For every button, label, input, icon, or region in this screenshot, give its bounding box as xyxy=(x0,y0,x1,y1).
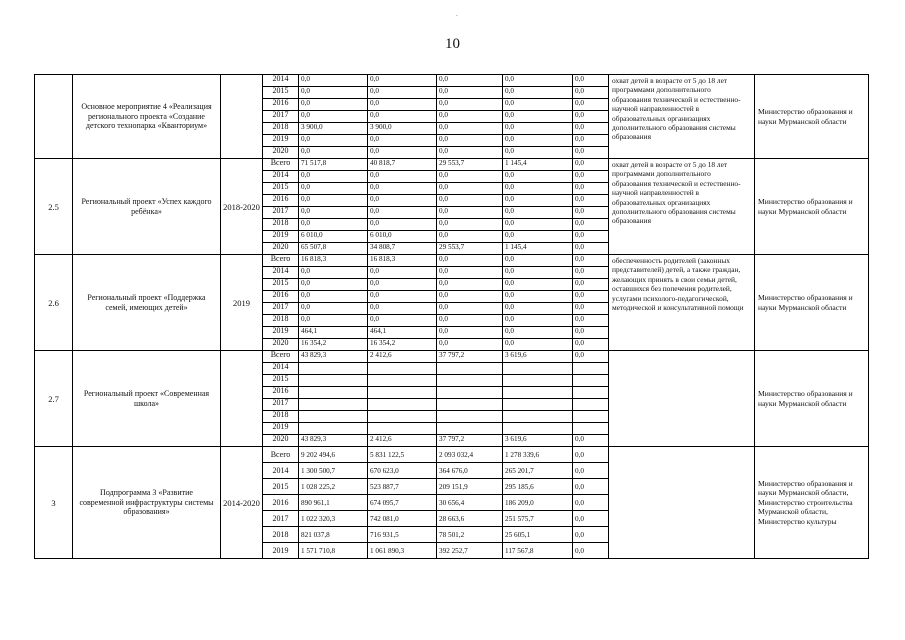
amount-cell xyxy=(368,399,437,411)
amount-cell: 821 037,8 xyxy=(299,527,368,543)
amount-cell: 0,0 xyxy=(299,75,368,87)
year-cell: Всего xyxy=(263,447,299,463)
amount-cell: 0,0 xyxy=(503,195,573,207)
item-number: 2.5 xyxy=(35,159,73,255)
table-row xyxy=(35,255,869,267)
amount-cell: 43 829,3 xyxy=(299,351,368,363)
item-number: 2.7 xyxy=(35,351,73,447)
amount-cell: 0,0 xyxy=(437,279,503,291)
year-cell: 2019 xyxy=(263,231,299,243)
amount-cell xyxy=(299,399,368,411)
amount-cell xyxy=(437,411,503,423)
amount-cell: 0,0 xyxy=(503,99,573,111)
amount-cell: 209 151,9 xyxy=(437,479,503,495)
year-cell: 2018 xyxy=(263,411,299,423)
year-cell: 2018 xyxy=(263,123,299,135)
amount-cell: 71 517,8 xyxy=(299,159,368,171)
ministry-cell: Министерство образования и науки Мурманской области xyxy=(755,159,869,255)
amount-cell: 716 931,5 xyxy=(368,527,437,543)
item-number: 3 xyxy=(35,447,73,559)
year-cell: Всего xyxy=(263,255,299,267)
amount-cell: 0,0 xyxy=(573,291,609,303)
amount-cell: 0,0 xyxy=(503,231,573,243)
year-cell: 2016 xyxy=(263,495,299,511)
amount-cell: 0,0 xyxy=(503,171,573,183)
amount-cell: 0,0 xyxy=(573,243,609,255)
amount-cell xyxy=(503,411,573,423)
ministry-cell: Министерство образования и науки Мурманской области, Министерство строительства Мурманской области, Министерство культуры xyxy=(755,447,869,559)
year-cell: Всего xyxy=(263,351,299,363)
amount-cell: 0,0 xyxy=(437,315,503,327)
amount-cell: 0,0 xyxy=(368,75,437,87)
amount-cell: 0,0 xyxy=(437,87,503,99)
item-period xyxy=(221,75,263,159)
indicator-cell xyxy=(609,351,755,447)
amount-cell: 6 010,0 xyxy=(299,231,368,243)
ministry-cell: Министерство образования и науки Мурманской области xyxy=(755,255,869,351)
amount-cell: 16 818,3 xyxy=(368,255,437,267)
amount-cell xyxy=(573,375,609,387)
year-cell: 2019 xyxy=(263,327,299,339)
amount-cell: 0,0 xyxy=(573,183,609,195)
year-cell: 2018 xyxy=(263,219,299,231)
amount-cell: 0,0 xyxy=(299,303,368,315)
amount-cell: 0,0 xyxy=(573,527,609,543)
amount-cell: 0,0 xyxy=(573,111,609,123)
amount-cell: 0,0 xyxy=(368,219,437,231)
amount-cell: 0,0 xyxy=(573,255,609,267)
amount-cell: 0,0 xyxy=(573,303,609,315)
amount-cell: 30 656,4 xyxy=(437,495,503,511)
amount-cell xyxy=(368,423,437,435)
amount-cell: 295 185,6 xyxy=(503,479,573,495)
amount-cell: 0,0 xyxy=(437,219,503,231)
amount-cell: 2 093 032,4 xyxy=(437,447,503,463)
amount-cell: 0,0 xyxy=(299,195,368,207)
page-number: 10 xyxy=(445,36,460,52)
amount-cell xyxy=(437,399,503,411)
amount-cell: 0,0 xyxy=(437,303,503,315)
year-cell: 2017 xyxy=(263,111,299,123)
amount-cell: 0,0 xyxy=(368,195,437,207)
year-cell: 2020 xyxy=(263,435,299,447)
amount-cell: 0,0 xyxy=(503,183,573,195)
amount-cell: 1 278 339,6 xyxy=(503,447,573,463)
amount-cell: 670 623,0 xyxy=(368,463,437,479)
amount-cell: 0,0 xyxy=(368,183,437,195)
amount-cell xyxy=(299,387,368,399)
amount-cell: 1 028 225,2 xyxy=(299,479,368,495)
amount-cell xyxy=(368,387,437,399)
amount-cell: 0,0 xyxy=(299,171,368,183)
amount-cell xyxy=(437,423,503,435)
amount-cell: 0,0 xyxy=(437,183,503,195)
amount-cell: 0,0 xyxy=(503,87,573,99)
amount-cell xyxy=(503,423,573,435)
amount-cell: 0,0 xyxy=(368,99,437,111)
year-cell: 2015 xyxy=(263,479,299,495)
table-row xyxy=(35,75,869,87)
year-cell: 2020 xyxy=(263,243,299,255)
amount-cell: 37 797,2 xyxy=(437,435,503,447)
amount-cell: 0,0 xyxy=(299,267,368,279)
amount-cell: 0,0 xyxy=(299,279,368,291)
amount-cell xyxy=(368,375,437,387)
year-cell: 2016 xyxy=(263,99,299,111)
amount-cell: 0,0 xyxy=(437,111,503,123)
amount-cell: 0,0 xyxy=(503,267,573,279)
amount-cell: 0,0 xyxy=(437,171,503,183)
amount-cell: 674 095,7 xyxy=(368,495,437,511)
amount-cell xyxy=(573,399,609,411)
amount-cell: 0,0 xyxy=(573,231,609,243)
amount-cell: 0,0 xyxy=(573,479,609,495)
amount-cell xyxy=(299,423,368,435)
amount-cell: 0,0 xyxy=(437,339,503,351)
amount-cell: 117 567,8 xyxy=(503,543,573,559)
amount-cell: 0,0 xyxy=(437,195,503,207)
amount-cell: 0,0 xyxy=(368,315,437,327)
amount-cell: 6 010,0 xyxy=(368,231,437,243)
amount-cell: 742 081,0 xyxy=(368,511,437,527)
amount-cell: 0,0 xyxy=(573,511,609,527)
amount-cell: 251 575,7 xyxy=(503,511,573,527)
amount-cell: 0,0 xyxy=(503,339,573,351)
amount-cell: 0,0 xyxy=(573,339,609,351)
amount-cell: 0,0 xyxy=(573,75,609,87)
year-cell: 2014 xyxy=(263,267,299,279)
amount-cell: 16 354,2 xyxy=(299,339,368,351)
amount-cell: 0,0 xyxy=(503,147,573,159)
amount-cell xyxy=(299,375,368,387)
amount-cell: 0,0 xyxy=(573,123,609,135)
amount-cell: 0,0 xyxy=(573,315,609,327)
amount-cell: 0,0 xyxy=(368,111,437,123)
amount-cell: 0,0 xyxy=(437,267,503,279)
indicator-cell: охват детей в возрасте от 5 до 18 лет программами дополнительного образования технической и естественно-научной направленностей в образовательных организациях дополнительного образования системы образования xyxy=(609,159,755,255)
item-period xyxy=(221,351,263,447)
amount-cell: 0,0 xyxy=(437,75,503,87)
amount-cell: 16 818,3 xyxy=(299,255,368,267)
amount-cell: 9 202 494,6 xyxy=(299,447,368,463)
amount-cell: 0,0 xyxy=(573,279,609,291)
amount-cell xyxy=(368,363,437,375)
amount-cell: 0,0 xyxy=(437,231,503,243)
amount-cell: 0,0 xyxy=(368,207,437,219)
amount-cell xyxy=(437,387,503,399)
indicator-cell: охват детей в возрасте от 5 до 18 лет программами дополнительного образования технической и естественно-научной направленностей в образовательных организациях дополнительного образования системы образования xyxy=(609,75,755,159)
amount-cell: 0,0 xyxy=(503,111,573,123)
amount-cell: 0,0 xyxy=(573,207,609,219)
amount-cell: 0,0 xyxy=(503,219,573,231)
amount-cell xyxy=(573,387,609,399)
year-cell: 2014 xyxy=(263,171,299,183)
ministry-cell: Министерство образования и науки Мурманской области xyxy=(755,75,869,159)
amount-cell: 1 300 500,7 xyxy=(299,463,368,479)
amount-cell: 16 354,2 xyxy=(368,339,437,351)
year-cell: 2016 xyxy=(263,195,299,207)
amount-cell: 0,0 xyxy=(573,447,609,463)
year-cell: 2017 xyxy=(263,511,299,527)
year-cell: 2015 xyxy=(263,375,299,387)
year-cell: 2018 xyxy=(263,527,299,543)
amount-cell: 0,0 xyxy=(437,255,503,267)
amount-cell: 0,0 xyxy=(368,135,437,147)
amount-cell: 0,0 xyxy=(437,135,503,147)
year-cell: 2014 xyxy=(263,363,299,375)
year-cell: 2015 xyxy=(263,183,299,195)
amount-cell: 0,0 xyxy=(573,219,609,231)
amount-cell: 0,0 xyxy=(503,207,573,219)
amount-cell: 1 145,4 xyxy=(503,243,573,255)
table-row xyxy=(35,159,869,171)
amount-cell: 0,0 xyxy=(573,87,609,99)
year-cell: 2017 xyxy=(263,399,299,411)
amount-cell: 3 619,6 xyxy=(503,351,573,363)
amount-cell xyxy=(437,363,503,375)
amount-cell: 0,0 xyxy=(368,291,437,303)
amount-cell: 0,0 xyxy=(573,327,609,339)
table-row xyxy=(35,447,869,463)
amount-cell xyxy=(503,399,573,411)
year-cell: 2017 xyxy=(263,303,299,315)
amount-cell: 29 553,7 xyxy=(437,159,503,171)
amount-cell: 0,0 xyxy=(437,207,503,219)
amount-cell: 364 676,0 xyxy=(437,463,503,479)
amount-cell: 464,1 xyxy=(299,327,368,339)
amount-cell: 1 571 710,8 xyxy=(299,543,368,559)
amount-cell xyxy=(437,375,503,387)
amount-cell: 890 961,1 xyxy=(299,495,368,511)
amount-cell: 0,0 xyxy=(573,463,609,479)
year-cell: 2016 xyxy=(263,387,299,399)
amount-cell: 0,0 xyxy=(503,315,573,327)
amount-cell: 0,0 xyxy=(437,291,503,303)
amount-cell: 1 061 890,3 xyxy=(368,543,437,559)
amount-cell: 0,0 xyxy=(573,135,609,147)
amount-cell: 0,0 xyxy=(299,183,368,195)
item-name: Основное мероприятие 4 «Реализация регионального проекта «Создание детского технопарка «Кванториум» xyxy=(73,75,221,159)
scan-speck: . xyxy=(456,10,458,18)
ministry-cell: Министерство образования и науки Мурманской области xyxy=(755,351,869,447)
budget-table xyxy=(34,74,869,559)
amount-cell xyxy=(573,363,609,375)
amount-cell: 0,0 xyxy=(299,135,368,147)
amount-cell: 0,0 xyxy=(299,147,368,159)
amount-cell: 1 022 320,3 xyxy=(299,511,368,527)
amount-cell: 0,0 xyxy=(503,303,573,315)
amount-cell: 0,0 xyxy=(573,267,609,279)
amount-cell: 0,0 xyxy=(503,291,573,303)
amount-cell: 0,0 xyxy=(437,123,503,135)
amount-cell xyxy=(299,411,368,423)
amount-cell: 0,0 xyxy=(503,279,573,291)
amount-cell: 0,0 xyxy=(573,147,609,159)
amount-cell: 0,0 xyxy=(299,99,368,111)
amount-cell: 0,0 xyxy=(573,351,609,363)
year-cell: 2014 xyxy=(263,75,299,87)
amount-cell: 0,0 xyxy=(368,147,437,159)
item-period: 2019 xyxy=(221,255,263,351)
year-cell: 2018 xyxy=(263,315,299,327)
year-cell: 2019 xyxy=(263,543,299,559)
amount-cell: 0,0 xyxy=(573,159,609,171)
amount-cell: 0,0 xyxy=(299,111,368,123)
amount-cell: 0,0 xyxy=(299,219,368,231)
amount-cell xyxy=(503,387,573,399)
item-period: 2014-2020 xyxy=(221,447,263,559)
item-name: Подпрограмма 3 «Развитие современной инфраструктуры системы образования» xyxy=(73,447,221,559)
amount-cell: 392 252,7 xyxy=(437,543,503,559)
item-name: Региональный проект «Современная школа» xyxy=(73,351,221,447)
amount-cell: 0,0 xyxy=(299,207,368,219)
amount-cell: 2 412,6 xyxy=(368,351,437,363)
amount-cell: 29 553,7 xyxy=(437,243,503,255)
amount-cell: 0,0 xyxy=(299,315,368,327)
year-cell: 2014 xyxy=(263,463,299,479)
amount-cell: 0,0 xyxy=(573,495,609,511)
item-number: 2.6 xyxy=(35,255,73,351)
indicator-cell xyxy=(609,447,755,559)
year-cell: 2019 xyxy=(263,423,299,435)
amount-cell: 0,0 xyxy=(503,327,573,339)
amount-cell xyxy=(503,375,573,387)
amount-cell: 464,1 xyxy=(368,327,437,339)
amount-cell xyxy=(573,423,609,435)
amount-cell: 0,0 xyxy=(573,435,609,447)
amount-cell: 0,0 xyxy=(368,279,437,291)
table-row xyxy=(35,351,869,363)
amount-cell: 0,0 xyxy=(573,99,609,111)
year-cell: 2020 xyxy=(263,339,299,351)
amount-cell xyxy=(368,411,437,423)
amount-cell: 28 663,6 xyxy=(437,511,503,527)
amount-cell: 0,0 xyxy=(299,291,368,303)
year-cell: 2019 xyxy=(263,135,299,147)
amount-cell: 78 501,2 xyxy=(437,527,503,543)
amount-cell: 0,0 xyxy=(368,267,437,279)
amount-cell: 3 900,0 xyxy=(368,123,437,135)
amount-cell xyxy=(503,363,573,375)
year-cell: 2015 xyxy=(263,279,299,291)
year-cell: Всего xyxy=(263,159,299,171)
year-cell: 2016 xyxy=(263,291,299,303)
amount-cell: 0,0 xyxy=(437,99,503,111)
amount-cell: 3 900,0 xyxy=(299,123,368,135)
item-name: Региональный проект «Поддержка семей, имеющих детей» xyxy=(73,255,221,351)
amount-cell: 2 412,6 xyxy=(368,435,437,447)
amount-cell: 40 818,7 xyxy=(368,159,437,171)
amount-cell: 0,0 xyxy=(573,171,609,183)
amount-cell: 0,0 xyxy=(503,123,573,135)
item-name: Региональный проект «Успех каждого ребёнка» xyxy=(73,159,221,255)
amount-cell xyxy=(299,363,368,375)
year-cell: 2015 xyxy=(263,87,299,99)
amount-cell: 0,0 xyxy=(573,543,609,559)
amount-cell: 5 831 122,5 xyxy=(368,447,437,463)
amount-cell: 0,0 xyxy=(503,75,573,87)
amount-cell: 37 797,2 xyxy=(437,351,503,363)
amount-cell: 523 887,7 xyxy=(368,479,437,495)
amount-cell: 0,0 xyxy=(368,171,437,183)
amount-cell: 0,0 xyxy=(368,303,437,315)
amount-cell: 0,0 xyxy=(503,255,573,267)
amount-cell: 0,0 xyxy=(437,147,503,159)
amount-cell: 65 507,8 xyxy=(299,243,368,255)
amount-cell: 3 619,6 xyxy=(503,435,573,447)
item-period: 2018-2020 xyxy=(221,159,263,255)
amount-cell: 0,0 xyxy=(368,87,437,99)
amount-cell xyxy=(573,411,609,423)
year-cell: 2017 xyxy=(263,207,299,219)
amount-cell: 34 808,7 xyxy=(368,243,437,255)
amount-cell: 265 201,7 xyxy=(503,463,573,479)
amount-cell: 43 829,3 xyxy=(299,435,368,447)
indicator-cell: обеспеченность родителей (законных представителей) детей, а также граждан, желающих принять в свои семьи детей, оставшихся без попечения родителей, услугами психолого-педагогической, методической и консультативной помощи xyxy=(609,255,755,351)
amount-cell: 186 209,0 xyxy=(503,495,573,511)
year-cell: 2020 xyxy=(263,147,299,159)
amount-cell: 25 605,1 xyxy=(503,527,573,543)
amount-cell: 1 145,4 xyxy=(503,159,573,171)
amount-cell: 0,0 xyxy=(299,87,368,99)
amount-cell: 0,0 xyxy=(573,195,609,207)
amount-cell: 0,0 xyxy=(503,135,573,147)
item-number xyxy=(35,75,73,159)
amount-cell: 0,0 xyxy=(437,327,503,339)
